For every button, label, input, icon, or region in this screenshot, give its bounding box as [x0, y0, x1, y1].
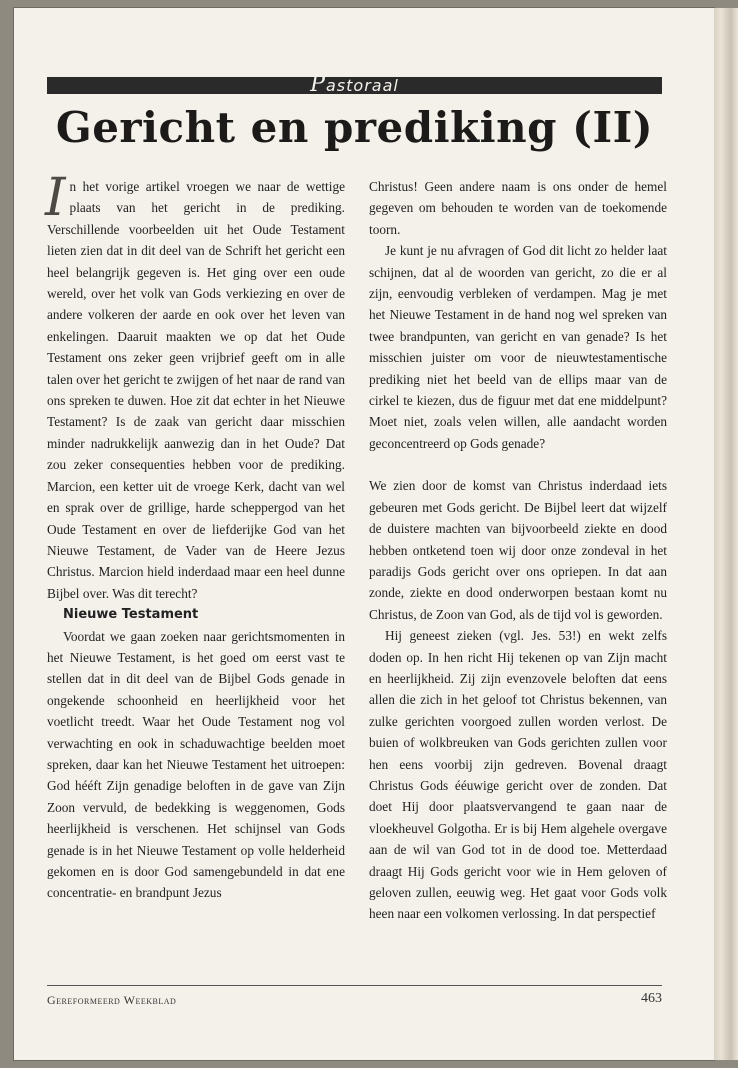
section-header-band — [47, 72, 662, 97]
article-title: Gericht en prediking (II) — [55, 103, 654, 152]
page-number: 463 — [641, 991, 662, 1006]
paragraph-continued: Christus! Geen andere naam is ons onder de hemel gegeven om behouden te worden van de toekomende toorn. — [369, 179, 667, 237]
paragraph-nt: Voordat we gaan zoeken naar gerichtsmomenten in het Nieuwe Testament, is het goed om eerst vast te stellen dat in dit deel van de Bijbel Gods genade in ongekende schoonheid en heerlijkheid voor het voetlicht treedt. Waar het Oude Testament nog vol verwachting en ook in schaduwachtige beelden moet spreken, daar kan het Nieuwe Testament het uitroepen: God hééft Zijn genadige beloften in de gave van Zijn Zoon vervuld, de bedekking is weggenomen, Gods heerlijkheid is verschenen. Het schijnsel van Gods genade is in het Nieuwe Testament op volle helderheid gekomen en is door God samengebundeld in dat ene concentratie- en brandpunt Jezus — [47, 628, 345, 901]
paragraph-intro — [45, 168, 345, 604]
section-label: Pastoraal — [310, 72, 399, 97]
left-column — [45, 168, 345, 904]
right-column — [369, 176, 667, 925]
paragraph-healing: Hij geneest zieken (vgl. Jes. 53!) en wekt zelfs doden op. In hen richt Hij tekenen op van Zijn macht en heerlijkheid. Zij zijn evenzovele beloften dat eens allen die zich in het geloof tot Christus bekennen, van zulke gerichten voorgoed zullen worden verlost. De buien of wolkbreuken van Gods gerichten zullen voor hen eens voorbij zijn gedreven. Bovenal draagt Christus Gods ééuwige gericht over de zonden. Dat doet Hij door plaatsvervangend te gaan naar de vloekheuvel Golgotha. Er is bij Hem algehele overgave aan de wil van God tot in de dood toe. Metterdaad draagt Hij Gods gericht voor wie in Hem geloven of geloven zullen, eeuwig weg. Het gaat voor Gods volk heen naar een volkomen verlossing. In dat perspectief — [369, 628, 667, 922]
subheading: Nieuwe Testament — [63, 607, 199, 623]
paragraph-christ: We zien door de komst van Christus inderdaad iets gebeuren met Gods gericht. De Bijbel leert dat wijzelf de duistere machten van bijvoorbeeld ziekte en dood hebben ontketend toen wij door onze zondeval in het paradijs Gods gericht over ons opriepen. In dat aan zonde, ziekte en dood onderworpen bestaan komt nu Christus, de Zoon van God, als de tijd vol is geworden. — [369, 478, 667, 622]
publication-name: Gereformeerd Weekblad — [47, 993, 177, 1007]
footer-rule — [47, 985, 662, 986]
paragraph-question: Je kunt je nu afvragen of God dit licht zo helder laat schijnen, dat al de woorden van gericht, zo die er al zijn, eenvoudig verbleken of verdampen. Mag je met het Nieuwe Testament in de hand nog wel spreken van twee brandpunten, van gericht en van genade? Is het misschien juister om voor de nieuwtestamentische prediking niet het beeld van de ellips maar van de cirkel te kiezen, dus de figuur met dat ene middelpunt? Moet niet, zoals velen willen, alle aandacht worden geconcentreerd op Gods genade? — [369, 243, 667, 451]
page-edge — [714, 8, 738, 1060]
drop-cap: I — [45, 168, 66, 228]
intro-text: n het vorige artikel vroegen we naar de wettige plaats van het gericht in de prediking. Verschillende voorbeelden uit het Oude Testament lieten zien dat in dit deel van de Schrift het gericht een heel belangrijk gegeven is. Het ging over een oude wereld, over het volk van Gods verkiezing en over de andere volkeren der aarde en ook over het leven van enkelingen. Daaruit maakten we op dat het Oude Testament ons zeker geen vrijbrief geeft om in alle talen over het gericht te zwijgen of het naar de rand van ons spreken te duwen. Hoe zit dat echter in het Nieuwe Testament? Is de zaak van gericht daar misschien minder nadrukkelijk aanwezig dan in het Oude? Dat zou zeker consequenties hebben voor de prediking. Marcion, een ketter uit de vroege Kerk, dacht van wel en sprak over de grillige, harde scheppergod van het Oude Testament en over de liefderijke God van het Nieuwe Testament, de Vader van de Heere Jezus Christus. Marcion hield inderdaad maar een heel dunne Bijbel over. Was dit terecht? — [47, 179, 345, 601]
